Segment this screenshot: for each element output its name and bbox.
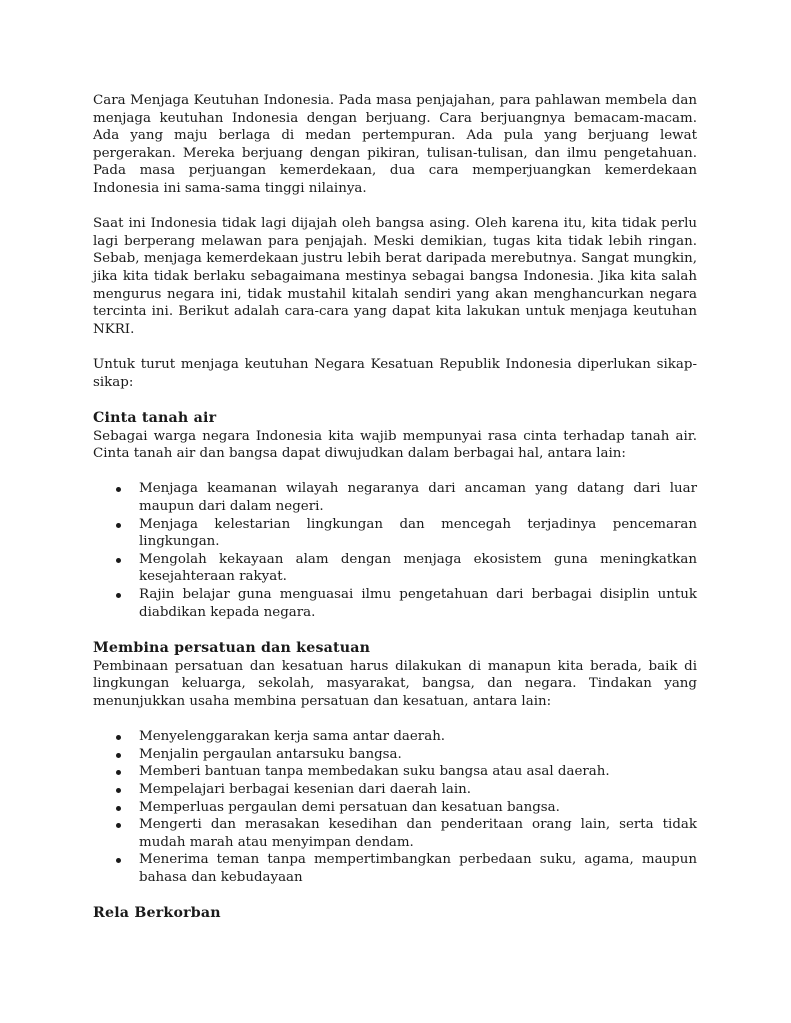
list-item: Menjaga kelestarian lingkungan dan mencegah terjadinya pencemaran lingkungan. [93,516,697,551]
bullet-list-cinta-tanah-air [93,480,697,621]
section-heading-rela-berkorban: Rela Berkorban [93,905,221,922]
list-item: Mempelajari berbagai kesenian dari daerah lain. [93,781,697,799]
intro-paragraph-2: Saat ini Indonesia tidak lagi dijajah oleh bangsa asing. Oleh karena itu, kita tidak perlu lagi berperang melawan para penjajah. Meski demikian, tugas kita tidak lebih ringan. Sebab, menjaga kemerdekaan justru lebih berat daripada merebutnya. Sangat mungkin, jika kita tidak berlaku sebagaimana mestinya sebagai bangsa Indonesia. Jika kita salah mengurus negara ini, tidak mustahil kitalah sendiri yang akan menghancurkan negara tercinta ini. Berikut adalah cara-cara yang dapat kita lakukan untuk menjaga keutuhan NKRI. [93,216,697,337]
spacer [93,887,697,905]
list-item: Mengolah kekayaan alam dengan menjaga ekosistem guna meningkatkan kesejahteraan rakyat. [93,551,697,586]
section-body-membina-persatuan: Pembinaan persatuan dan kesatuan harus dilakukan di manapun kita berada, baik di lingkungan keluarga, sekolah, masyarakat, bangsa, dan negara. Tindakan yang menunjukkan usaha membina persatuan dan kesatuan, antara lain: [93,658,697,709]
bullet-list-membina-persatuan [93,728,697,886]
intro-paragraph-1: Cara Menjaga Keutuhan Indonesia. Pada masa penjajahan, para pahlawan membela dan menjaga keutuhan Indonesia dengan berjuang. Cara berjuangnya bemacam-macam. Ada yang maju berlaga di medan pertempuran. Ada pula yang berjuang lewat pergerakan. Mereka berjuang dengan pikiran, tulisan-tulisan, dan ilmu pengetahuan. Pada masa perjuangan kemerdekaan, dua cara memperjuangkan kemerdekaan Indonesia ini sama-sama tinggi nilainya. [93,93,697,196]
list-item: Rajin belajar guna menguasai ilmu pengetahuan dari berbagai disiplin untuk diabdikan kepada negara. [93,586,697,621]
spacer [93,391,697,409]
spacer [93,198,697,216]
list-item: Mengerti dan merasakan kesedihan dan penderitaan orang lain, serta tidak mudah marah atau menyimpan dendam. [93,816,697,851]
document-page [93,92,697,923]
section-body-cinta-tanah-air: Sebagai warga negara Indonesia kita wajib mempunyai rasa cinta terhadap tanah air. Cinta tanah air dan bangsa dapat diwujudkan dalam berbagai hal, antara lain: [93,428,697,462]
list-item: Menjalin pergaulan antarsuku bangsa. [93,746,697,764]
section-heading-cinta-tanah-air: Cinta tanah air [93,409,217,426]
spacer [93,463,697,481]
list-item: Menyelenggarakan kerja sama antar daerah. [93,728,697,746]
spacer [93,711,697,729]
intro-paragraph-3: Untuk turut menjaga keutuhan Negara Kesatuan Republik Indonesia diperlukan sikap-sikap: [93,356,697,390]
list-item: Memberi bantuan tanpa membedakan suku bangsa atau asal daerah. [93,763,697,781]
list-item: Menerima teman tanpa mempertimbangkan perbedaan suku, agama, maupun bahasa dan kebudayaan [93,851,697,886]
list-item: Memperluas pergaulan demi persatuan dan kesatuan bangsa. [93,799,697,817]
spacer [93,338,697,356]
section-heading-membina-persatuan: Membina persatuan dan kesatuan [93,639,371,656]
list-item: Menjaga keamanan wilayah negaranya dari ancaman yang datang dari luar maupun dari dalam negeri. [93,480,697,515]
spacer [93,621,697,639]
